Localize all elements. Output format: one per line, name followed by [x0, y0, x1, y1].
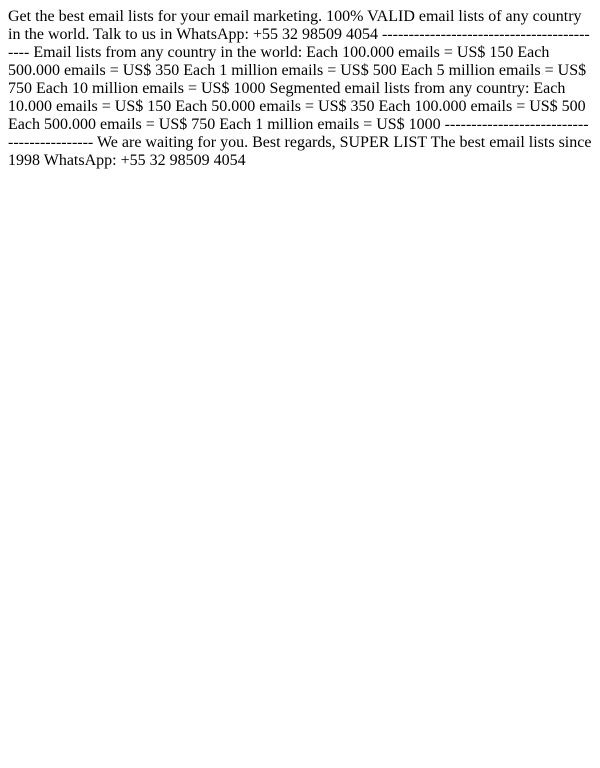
document-body-text: Get the best email lists for your email marketing. 100% VALID email lists of any country in the world. Talk to us in WhatsApp: +55 32 98509 4054 ------------------------------------------- Email lists from any country in the world: Each 100.000 emails = US$ 150 Each 500.000 emails = US$ 350 Each 1 million emails = US$ 500 Each 5 million emails = US$ 750 Each 10 million emails = US$ 1000 Segmented email lists from any country: Each 10.000 emails = US$ 150 Each 50.000 emails = US$ 350 Each 100.000 emails = US$ 500 Each 500.000 emails = US$ 750 Each 1 million emails = US$ 1000 ------------------------------------------- We are waiting for you. Best regards, SUPER LIST The best email lists since 1998 WhatsApp: +55 32 98509 4054 — [8, 8, 592, 169]
